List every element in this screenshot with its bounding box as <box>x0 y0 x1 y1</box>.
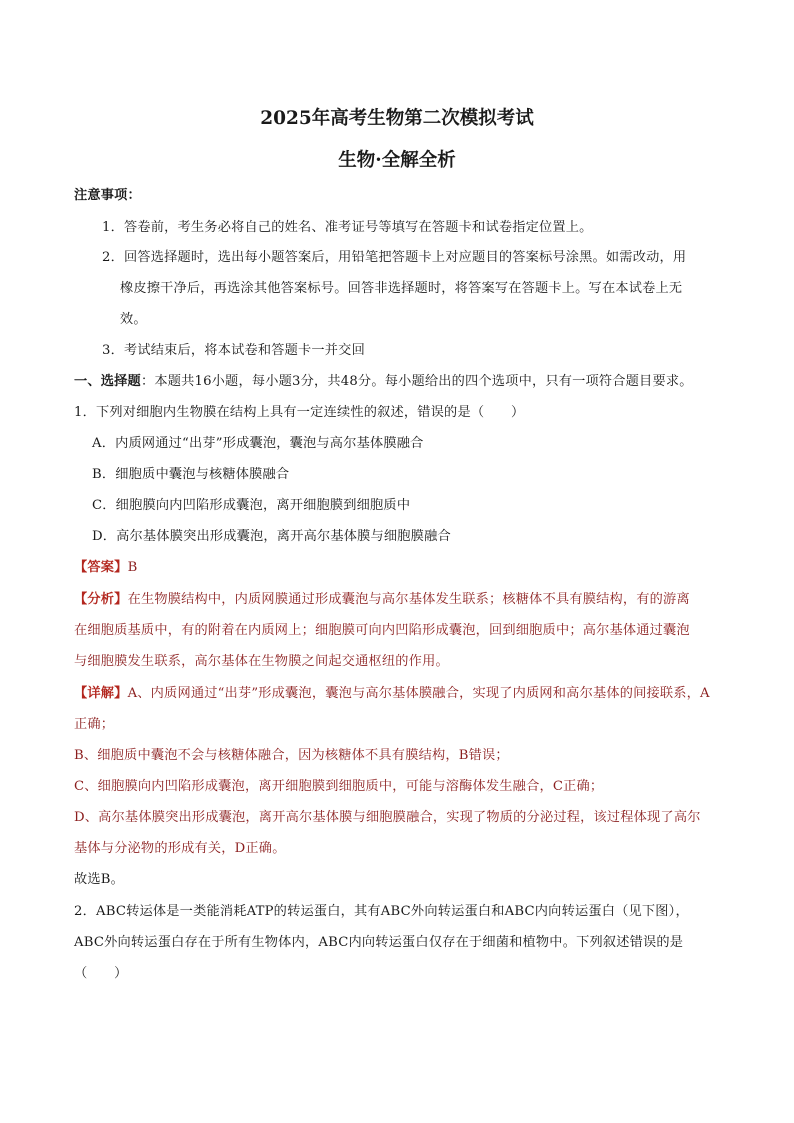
section-heading <box>74 372 693 392</box>
section-text: ：本题共16小题，每小题3分，共48分。每小题给出的四个选项中，只有一项符合题目要求。 <box>140 374 693 389</box>
detail-label: 【详解】 <box>74 686 128 701</box>
notice-item-2: 2．回答选择题时，选出每小题答案后，用铅笔把答题卡上对应题目的答案标号涂黑。如需改动，用 <box>102 250 687 265</box>
answer-value: B <box>127 560 138 575</box>
notice-item-1: 1．答卷前，考生务必将自己的姓名、准考证号等填写在答题卡和试卷指定位置上。 <box>102 220 593 235</box>
q1-analysis-line-1 <box>74 590 690 610</box>
q1-detail-line-2: 正确； <box>74 717 115 732</box>
q1-answer <box>74 558 137 578</box>
q2-line-2: ABC外向转运蛋白存在于所有生物体内，ABC内向转运蛋白仅存在于细菌和植物中。下列叙述错误的是 <box>74 935 684 950</box>
q1-detail-line-4: C、细胞膜向内凹陷形成囊泡，离开细胞膜到细胞质中，可能与溶酶体发生融合，C正确； <box>74 779 604 794</box>
q1-detail-line-6: 基体与分泌物的形成有关，D正确。 <box>74 841 286 856</box>
q1-detail-line-1 <box>74 684 710 704</box>
q1-detail-line-5: D、高尔基体膜突出形成囊泡，离开高尔基体膜与细胞膜融合，实现了物质的分泌过程，该过程体现了高尔 <box>74 810 701 825</box>
analysis-label: 【分析】 <box>74 592 128 607</box>
section-prefix: 一、选择题 <box>74 374 141 389</box>
page-subtitle: 生物·全解全析 <box>338 150 456 171</box>
q1-option-a: A．内质网通过“出芽”形成囊泡，囊泡与高尔基体膜融合 <box>92 436 424 451</box>
notice-item-2-cont: 橡皮擦干净后，再选涂其他答案标号。回答非选择题时，将答案写在答题卡上。写在本试卷上无 <box>120 281 683 296</box>
detail-text-1: A、内质网通过“出芽”形成囊泡，囊泡与高尔基体膜融合，实现了内质网和高尔基体的间接联系，A <box>127 686 710 701</box>
q2-line-1: 2．ABC转运体是一类能消耗ATP的转运蛋白，其有ABC外向转运蛋白和ABC内向转运蛋白（见下图）， <box>74 904 689 919</box>
analysis-text-1: 在生物膜结构中，内质网膜通过形成囊泡与高尔基体发生联系；核糖体不具有膜结构，有的游离 <box>127 592 690 607</box>
q1-detail-line-3: B、细胞质中囊泡不会与核糖体融合，因为核糖体不具有膜结构，B错误； <box>74 748 509 763</box>
q1-option-b: B．细胞质中囊泡与核糖体膜融合 <box>92 467 290 482</box>
q1-analysis-line-2: 在细胞质基质中，有的附着在内质网上；细胞膜可向内凹陷形成囊泡，回到细胞质中；高尔基体通过囊泡 <box>74 623 690 638</box>
notice-item-2-end: 效。 <box>120 312 147 327</box>
q1-analysis-line-3: 与细胞膜发生联系，高尔基体在生物膜之间起交通枢纽的作用。 <box>74 654 449 669</box>
q2-line-3: （ ） <box>74 966 128 981</box>
notice-heading: 注意事项： <box>74 188 141 203</box>
notice-item-3: 3．考试结束后，将本试卷和答题卡一并交回 <box>102 343 365 358</box>
q1-option-d: D．高尔基体膜突出形成囊泡，离开高尔基体膜与细胞膜融合 <box>92 529 451 544</box>
page-title: 2025年高考生物第二次模拟考试 <box>260 108 534 129</box>
q1-stem: 1．下列对细胞内生物膜在结构上具有一定连续性的叙述，错误的是（ ） <box>74 405 525 420</box>
q1-option-c: C．细胞膜向内凹陷形成囊泡，离开细胞膜到细胞质中 <box>92 498 411 513</box>
q1-conclusion: 故选B。 <box>74 872 125 887</box>
answer-label: 【答案】 <box>74 560 128 575</box>
